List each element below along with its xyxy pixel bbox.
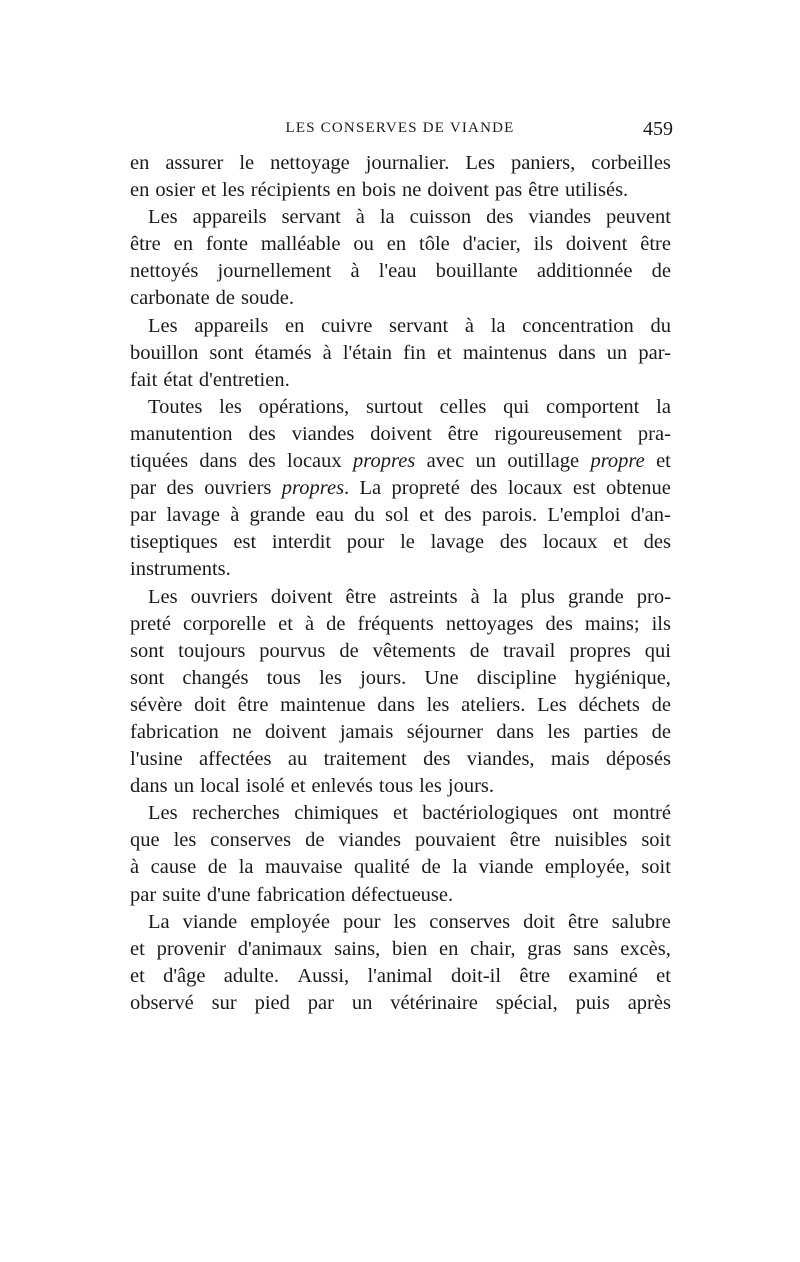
text-line: Les ouvriers doivent être astreints à la plus grande pro- [148, 585, 671, 608]
page-number: 459 [643, 118, 673, 140]
body-text [130, 150, 671, 1017]
text-line: à cause de la mauvaise qualité de la viande employée, soit [130, 856, 671, 879]
text-line: bouillon sont étamés à l'étain fin et maintenus dans un par- [130, 341, 671, 364]
text-line: que les conserves de viandes pouvaient être nuisibles soit [130, 829, 671, 852]
text-line: et provenir d'animaux sains, bien en chair, gras sans excès, [130, 937, 671, 960]
text-line: dans un local isolé et enlevés tous les jours. [130, 775, 495, 798]
text-line: par suite d'une fabrication défectueuse. [130, 883, 454, 906]
text-line: sévère doit être maintenue dans les ateliers. Les déchets de [130, 693, 671, 716]
text-line: sont toujours pourvus de vêtements de travail propres qui [130, 639, 671, 662]
text-line: tiseptiques est interdit pour le lavage des locaux et des [130, 531, 671, 554]
running-title: LES CONSERVES DE VIANDE [285, 120, 515, 136]
running-head [130, 118, 673, 140]
text-line: sont changés tous les jours. Une discipline hygiénique, [130, 666, 671, 689]
text-line: Les recherches chimiques et bactériologiques ont montré [148, 802, 671, 825]
text-line: être en fonte malléable ou en tôle d'acier, ils doivent être [130, 233, 671, 256]
text-line: l'usine affectées au traitement des viandes, mais déposés [130, 748, 671, 771]
text-line: fait état d'entretien. [130, 368, 290, 391]
text-line: fabrication ne doivent jamais séjourner dans les parties de [130, 720, 671, 743]
text-line: par lavage à grande eau du sol et des parois. L'emploi d'an- [130, 504, 671, 527]
text-line: Toutes les opérations, surtout celles qui comportent la [148, 395, 671, 418]
text-line: preté corporelle et à de fréquents nettoyages des mains; ils [130, 612, 671, 635]
text-line: Les appareils en cuivre servant à la concentration du [148, 314, 671, 337]
text-line: en assurer le nettoyage journalier. Les paniers, corbeilles [130, 152, 671, 174]
text-line: nettoyés journellement à l'eau bouillante additionnée de [130, 260, 671, 283]
text-line: en osier et les récipients en bois ne doivent pas être utilisés. [130, 179, 629, 202]
text-line: et d'âge adulte. Aussi, l'animal doit-il être examiné et [130, 964, 671, 987]
text-line: Les appareils servant à la cuisson des viandes peuvent [148, 206, 671, 229]
text-line: observé sur pied par un vétérinaire spécial, puis après [130, 991, 671, 1014]
text-line: La viande employée pour les conserves doit être salubre [148, 910, 671, 933]
text-line: manutention des viandes doivent être rigoureusement pra- [130, 422, 671, 445]
text-line: par des ouvriers propres. La propreté des locaux est obtenue [130, 477, 671, 500]
text-line: tiquées dans des locaux propres avec un outillage propre et [130, 450, 671, 473]
text-line: instruments. [130, 558, 231, 581]
text-line: carbonate de soude. [130, 287, 294, 310]
